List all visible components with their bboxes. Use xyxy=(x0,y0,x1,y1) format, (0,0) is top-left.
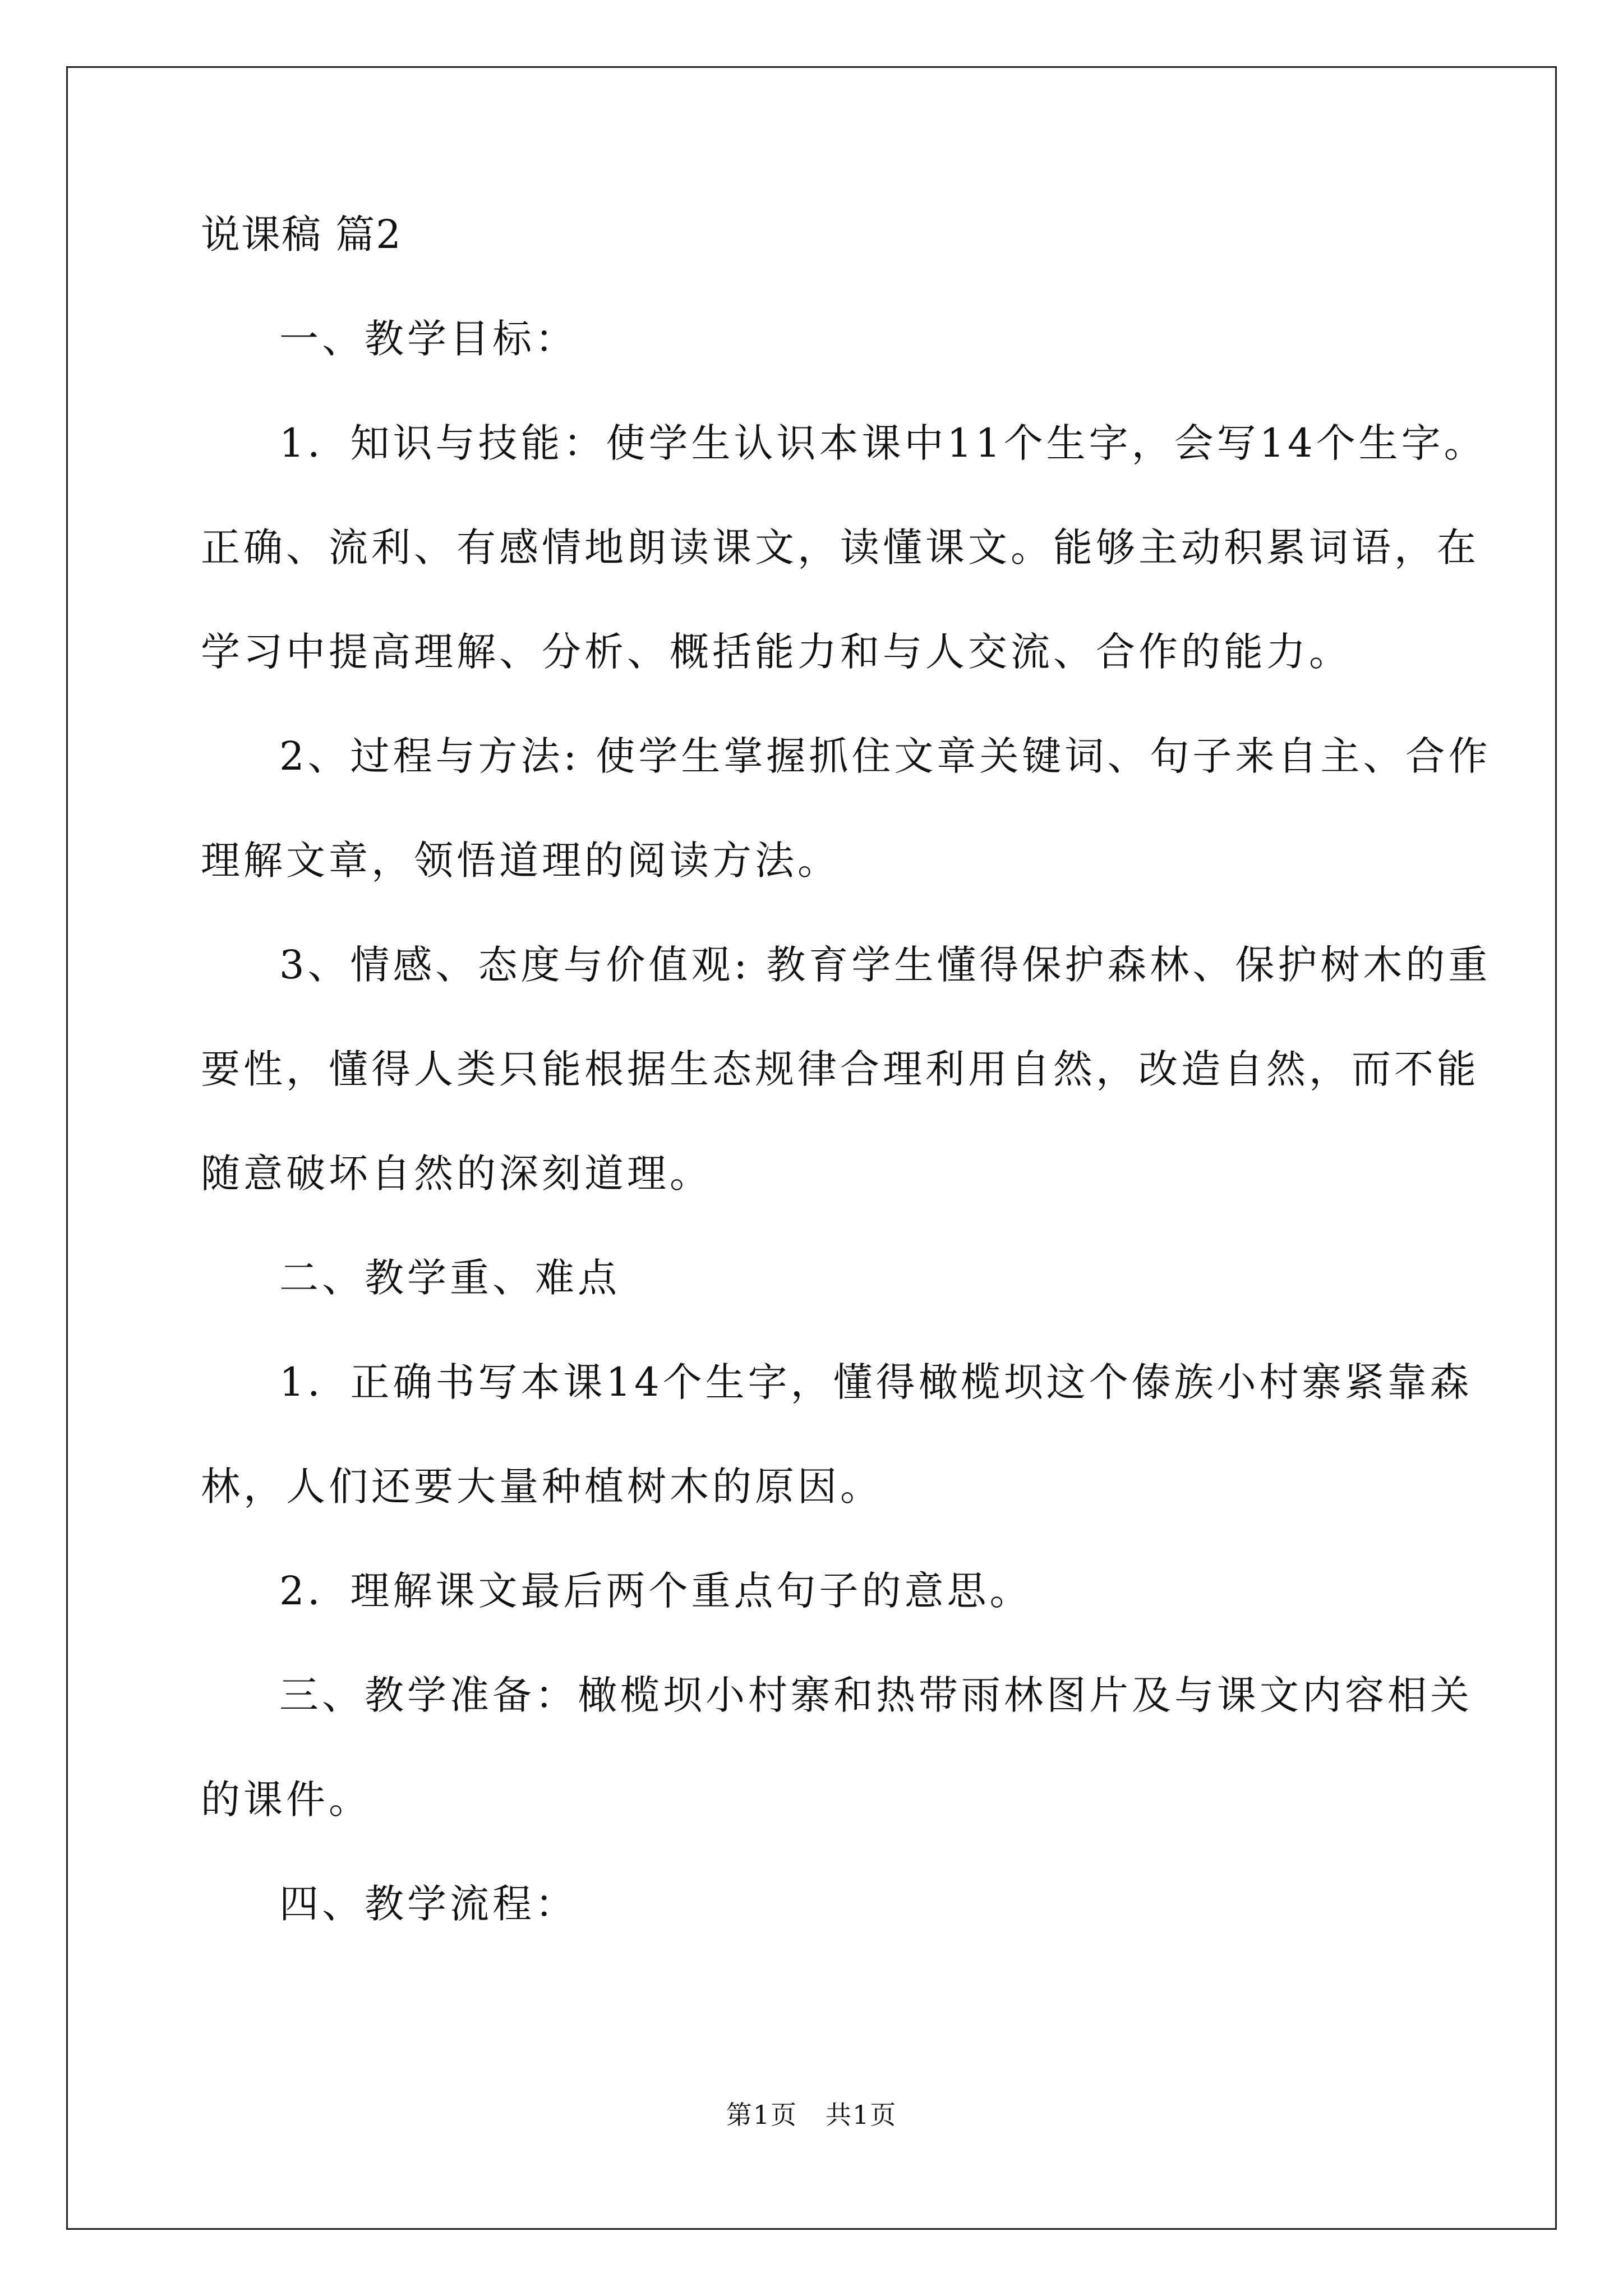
document-title: 说课稿 篇2 xyxy=(201,211,402,257)
section-heading-objectives xyxy=(201,318,1435,360)
paragraph-line: 2．理解课文最后两个重点句子的意思。 xyxy=(279,1568,1032,1614)
key-point-paragraph-2 xyxy=(201,1570,1435,1612)
paragraph-line: 理解文章，领悟道理的阅读方法。 xyxy=(201,838,840,884)
key-point-paragraph-1 xyxy=(201,1359,1473,1510)
paragraph-line: 四、教学流程： xyxy=(279,1881,578,1927)
paragraph-line: 的课件。 xyxy=(201,1777,371,1823)
section-heading-preparation xyxy=(201,1672,1473,1823)
page-number-total: 共1页 xyxy=(826,2100,897,2130)
section-heading-key-points xyxy=(201,1257,1435,1299)
paragraph-line: 1．知识与技能：使学生认识本课中11个生字，会写14个生字。 xyxy=(279,420,1487,466)
paragraph-line: 二、教学重、难点 xyxy=(279,1255,620,1301)
objective-paragraph-process xyxy=(201,733,1491,884)
paragraph-line: 学习中提高理解、分析、概括能力和与人交流、合作的能力。 xyxy=(201,629,1352,675)
paragraph-line: 一、教学目标： xyxy=(279,316,578,362)
paragraph-line: 要性，懂得人类只能根据生态规律合理利用自然，改造自然，而不能 xyxy=(201,1046,1479,1092)
section-heading-process xyxy=(201,1883,1435,1925)
objective-paragraph-emotion xyxy=(201,942,1491,1197)
objective-paragraph-knowledge xyxy=(201,420,1487,675)
document-body xyxy=(201,211,1491,1927)
paragraph-line: 三、教学准备：橄榄坝小村寨和热带雨林图片及与课文内容相关 xyxy=(279,1672,1473,1718)
paragraph-line: 正确、流利、有感情地朗读课文，读懂课文。能够主动积累词语，在 xyxy=(201,524,1479,570)
paragraph-line: 2、过程与方法: 使学生掌握抓住文章关键词、句子来自主、合作 xyxy=(279,733,1491,779)
paragraph-line: 1．正确书写本课14个生字，懂得橄榄坝这个傣族小村寨紧靠森 xyxy=(279,1359,1473,1405)
page-number-current: 第1页 xyxy=(726,2100,797,2130)
paragraph-line: 3、情感、态度与价值观: 教育学生懂得保护森林、保护树木的重 xyxy=(279,942,1491,988)
page-footer xyxy=(0,2100,1623,2129)
paragraph-line: 林，人们还要大量种植树木的原因。 xyxy=(201,1464,883,1510)
paragraph-line: 随意破坏自然的深刻道理。 xyxy=(201,1151,712,1197)
